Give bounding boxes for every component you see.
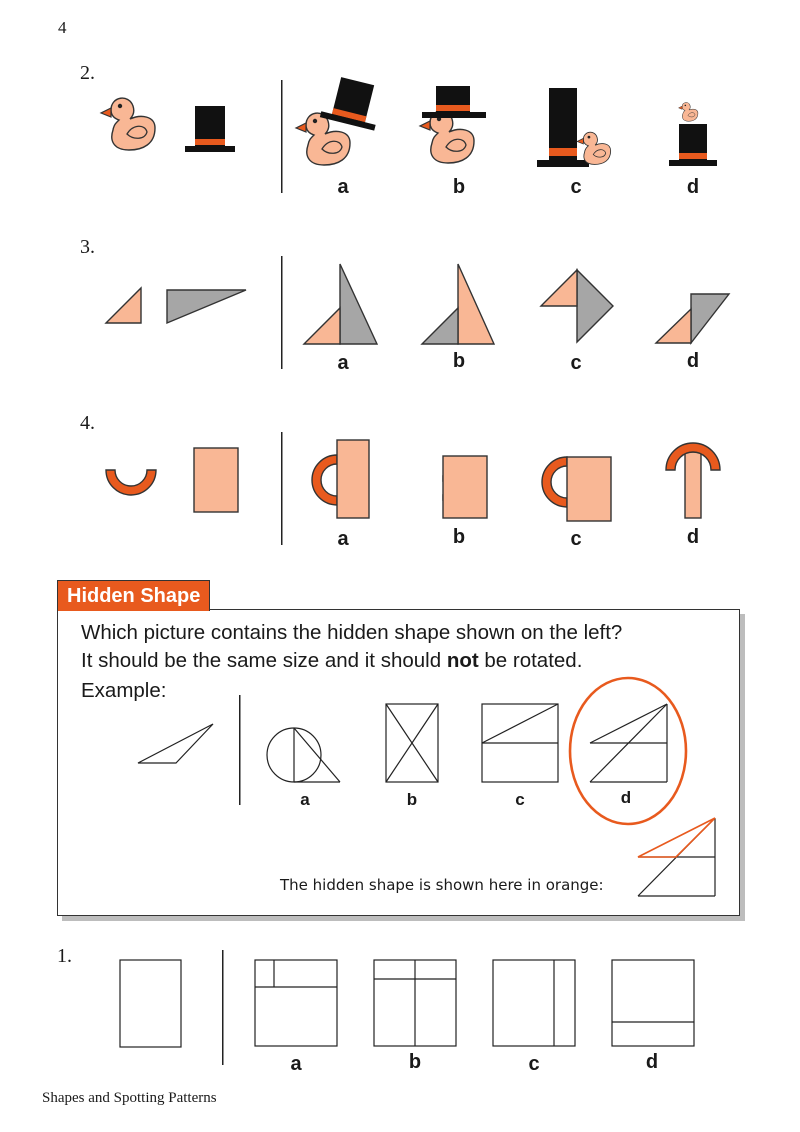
option-label-d[interactable]: d: [686, 176, 700, 198]
question-2-number: 2.: [80, 62, 95, 84]
option-label-d[interactable]: d: [645, 1051, 659, 1073]
example-label-a[interactable]: a: [300, 790, 310, 809]
option-label-c[interactable]: c: [570, 528, 582, 550]
option-label-b[interactable]: b: [452, 176, 466, 198]
option-label-c[interactable]: c: [528, 1053, 540, 1075]
option-label-a[interactable]: a: [337, 352, 349, 374]
option-label-b[interactable]: b: [408, 1051, 422, 1073]
option-label-c[interactable]: c: [570, 352, 582, 374]
question-4-number: 4.: [80, 412, 95, 434]
option-label-b[interactable]: b: [452, 526, 466, 548]
option-label-d[interactable]: d: [686, 526, 700, 548]
hidden-shape-heading: Hidden Shape: [57, 580, 210, 611]
example-label-d[interactable]: d: [620, 788, 632, 807]
option-a-figure: [255, 960, 337, 1046]
emphasis-not: not: [446, 649, 479, 672]
given-rectangle: [120, 960, 181, 1047]
footer-title: Shapes and Spotting Patterns: [42, 1090, 217, 1106]
instruction-line-2: It should be the same size and it should not be rotated.: [81, 649, 583, 672]
page-number: 4: [58, 18, 67, 37]
option-b-figure: [374, 960, 456, 1046]
example-label: Example:: [81, 679, 167, 702]
instruction-line-1: Which picture contains the hidden shape shown on the left?: [81, 621, 623, 644]
option-label-a[interactable]: a: [337, 176, 349, 198]
answer-note: The hidden shape is shown here in orange:: [280, 876, 604, 894]
option-label-c[interactable]: c: [570, 176, 582, 198]
question-1-number: 1.: [57, 945, 72, 967]
option-c-figure: [493, 960, 575, 1046]
option-label-a[interactable]: a: [337, 528, 349, 550]
option-d-figure: [612, 960, 694, 1046]
option-label-b[interactable]: b: [452, 350, 466, 372]
option-label-a[interactable]: a: [290, 1053, 302, 1075]
question-3-number: 3.: [80, 236, 95, 258]
option-label-d[interactable]: d: [686, 350, 700, 372]
example-label-b[interactable]: b: [406, 790, 418, 809]
example-label-c[interactable]: c: [515, 790, 525, 809]
